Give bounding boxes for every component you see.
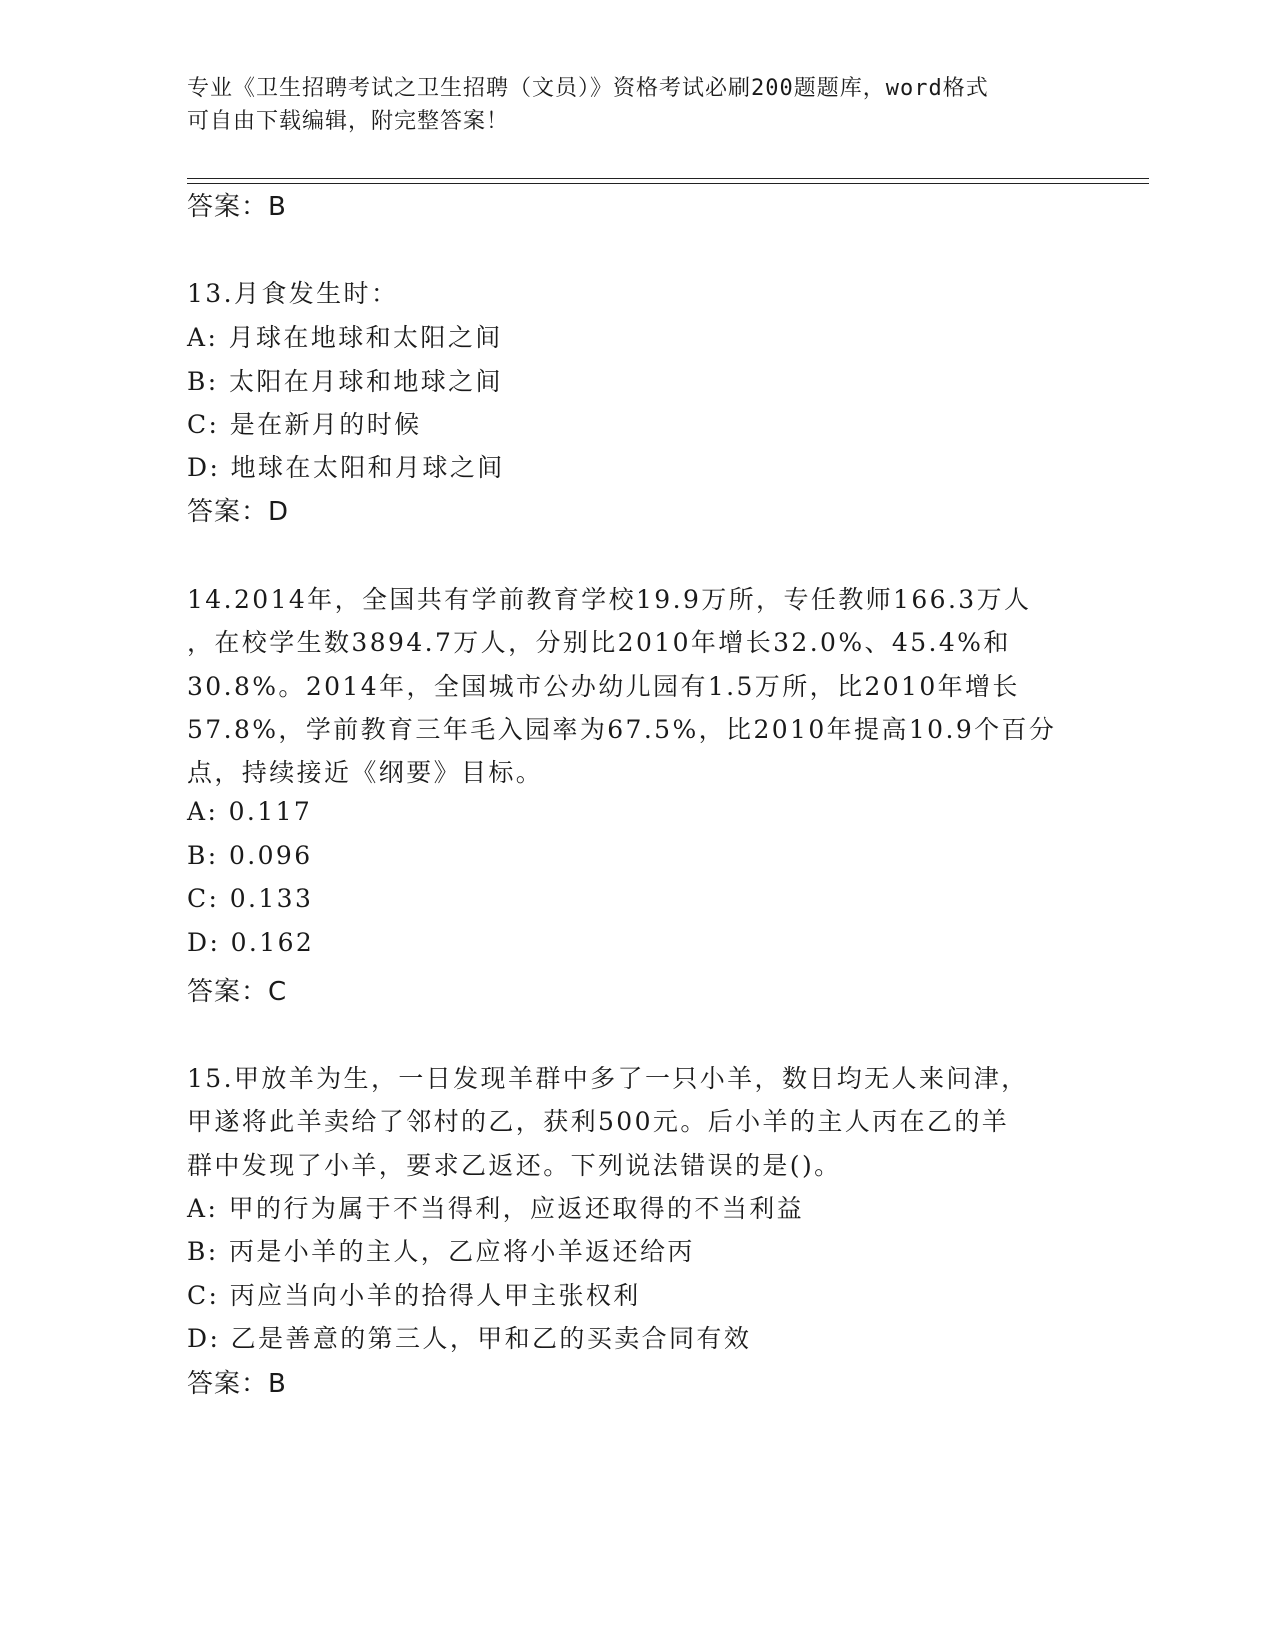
option-c: C: 是在新月的时候 — [187, 410, 422, 439]
header-line-2: 可自由下载编辑，附完整答案！ — [187, 109, 510, 134]
header-line-1: 专业《卫生招聘考试之卫生招聘（文员）》资格考试必刷200题题库，word格式 — [187, 76, 989, 101]
question-stem-line-1: 14.2014年，全国共有学前教育学校19.9万所，专任教师166.3万人 — [187, 585, 1032, 614]
option-d: D: 0.162 — [187, 928, 315, 957]
question-stem-line-2: ，在校学生数3894.7万人，分别比2010年增长32.0%、45.4%和 — [187, 628, 1011, 657]
header-divider-top — [187, 178, 1149, 179]
option-a: A: 甲的行为属于不当得利，应返还取得的不当利益 — [187, 1194, 805, 1223]
question-stem: 13.月食发生时： — [187, 279, 399, 308]
question-stem-line-3: 群中发现了小羊，要求乙返还。下列说法错误的是()。 — [187, 1151, 842, 1180]
option-b: B: 太阳在月球和地球之间 — [187, 367, 503, 396]
question-stem-line-4: 57.8%，学前教育三年毛入园率为67.5%，比2010年提高10.9个百分 — [187, 715, 1057, 744]
option-c: C: 0.133 — [187, 884, 314, 913]
question-stem-line-1: 15.甲放羊为生，一日发现羊群中多了一只小羊，数日均无人来问津， — [187, 1064, 1029, 1093]
question-stem-line-5: 点，持续接近《纲要》目标。 — [187, 758, 544, 787]
answer-line: 答案：B — [187, 1369, 287, 1399]
option-d: D: 地球在太阳和月球之间 — [187, 453, 505, 482]
question-stem-line-2: 甲遂将此羊卖给了邻村的乙，获利500元。后小羊的主人丙在乙的羊 — [187, 1107, 1010, 1136]
option-c: C: 丙应当向小羊的拾得人甲主张权利 — [187, 1281, 641, 1310]
option-a: A: 月球在地球和太阳之间 — [187, 323, 503, 352]
question-stem-line-3: 30.8%。2014年，全国城市公办幼儿园有1.5万所，比2010年增长 — [187, 672, 1020, 701]
answer-line: 答案：D — [187, 497, 290, 527]
option-a: A: 0.117 — [187, 797, 313, 826]
header-divider-bottom — [187, 183, 1149, 184]
answer-line: 答案：B — [187, 192, 287, 222]
option-b: B: 0.096 — [187, 841, 313, 870]
answer-line: 答案：C — [187, 977, 288, 1007]
option-d: D: 乙是善意的第三人，甲和乙的买卖合同有效 — [187, 1324, 752, 1353]
document-header — [187, 72, 1067, 138]
option-b: B: 丙是小羊的主人，乙应将小羊返还给丙 — [187, 1237, 695, 1266]
